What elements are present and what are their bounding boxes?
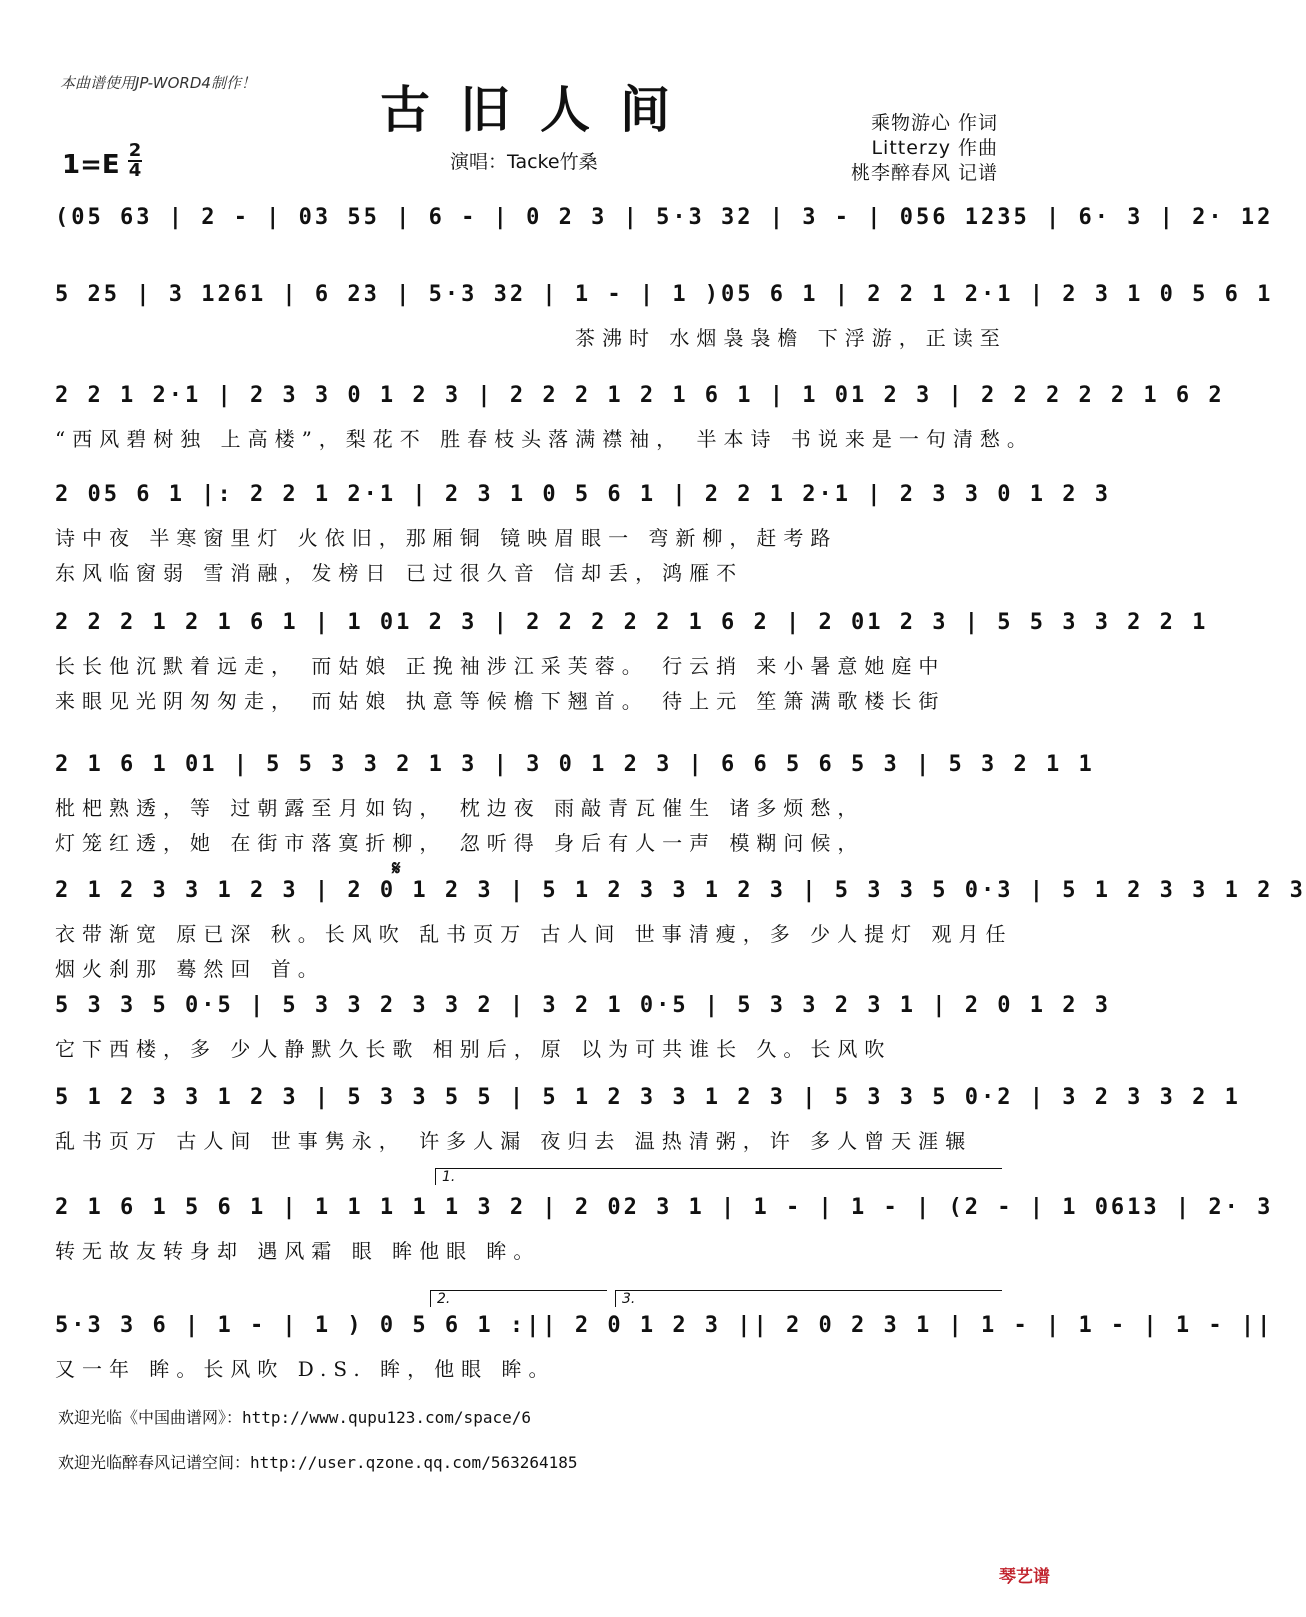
- lyric-line: 衣带渐宽 原已深 秋。长风吹 乱书页万 古人间 世事清瘦，多 少人提灯 观月任: [55, 922, 1013, 946]
- footer-link-2[interactable]: 欢迎光临醉春风记谱空间：http://user.qzone.qq.com/563264185: [58, 1453, 578, 1472]
- score-row: [55, 1313, 1274, 1381]
- lyric-line: 来眼见光阴匆匆走， 而姑娘 执意等候檐下翘首。 待上元 笙箫满歌楼长街: [55, 689, 946, 713]
- volta-3: [615, 1290, 1002, 1307]
- notation-line: 2 2 2 1 2 1 6 1 | 1 01 2 3 | 2 2 2 2 2 1 6 2 | 2 01 2 3 | 5 5 3 3 2 2 1: [55, 610, 1209, 635]
- arranger-credit: 桃李醉春风 记谱: [850, 162, 998, 184]
- lyric-line: 东风临窗弱 雪消融，发榜日 已过很久音 信却丢，鸿雁不: [55, 561, 744, 585]
- score-row: [55, 383, 1225, 451]
- score-row: [55, 1085, 1241, 1153]
- composer-credit: Litterzy 作曲: [871, 137, 998, 159]
- lyric-line: 又一年 眸。长风吹 D.S. 眸，他眼 眸。: [55, 1357, 556, 1381]
- score-row: [55, 752, 1095, 855]
- lyric-line: 长长他沉默着远走， 而姑娘 正挽袖涉江采芙蓉。 行云捎 来小暑意她庭中: [55, 654, 946, 678]
- lyric-line: 灯笼红透，她 在街市落寞折柳， 忽听得 身后有人一声 模糊问候，: [55, 831, 865, 855]
- lyric-line: 它下西楼，多 少人静默久长歌 相别后，原 以为可共谁长 久。长风吹: [55, 1037, 892, 1061]
- volta-2: [430, 1290, 607, 1307]
- notation-line: 5 1 2 3 3 1 2 3 | 5 3 3 5 5 | 5 1 2 3 3 1 2 3 | 5 3 3 5 0·2 | 3 2 3 3 2 1: [55, 1085, 1241, 1110]
- notation-line: 2 1 2 3 3 1 2 3 | 2 0 1 2 3 | 5 1 2 3 3 1 2 3 | 5 3 3 5 0·3 | 5 1 2 3 3 1 2 3: [55, 878, 1306, 903]
- lyric-line: 乱书页万 古人间 世事隽永， 许多人漏 夜归去 温热清粥，许 多人曾天涯辗: [55, 1129, 973, 1153]
- volta-1-label: 1.: [442, 1169, 456, 1185]
- footer-link-1[interactable]: 欢迎光临《中国曲谱网》：http://www.qupu123.com/space/6: [58, 1408, 531, 1427]
- watermark-logo: 琴艺谱: [999, 1567, 1050, 1587]
- page-title: 古旧人间: [380, 80, 700, 139]
- notation-line: 2 1 6 1 5 6 1 | 1 1 1 1 1 3 2 | 2 02 3 1 | 1 - | 1 - | (2 - | 1 0613 | 2· 3: [55, 1195, 1274, 1220]
- software-note: 本曲谱使用JP-WORD4制作！: [60, 74, 256, 92]
- notation-line: 2 2 1 2·1 | 2 3 3 0 1 2 3 | 2 2 2 1 2 1 6 1 | 1 01 2 3 | 2 2 2 2 2 1 6 2: [55, 383, 1225, 408]
- time-bottom: 4: [128, 160, 142, 181]
- segno-sign: 𝄋: [392, 856, 401, 880]
- lyricist-credit: 乘物游心 作词: [870, 112, 998, 134]
- lyric-line: 转无故友转身却 遇风霜 眼 眸他眼 眸。: [55, 1239, 541, 1263]
- notation-line: 5 3 3 5 0·5 | 5 3 3 2 3 3 2 | 3 2 1 0·5 | 5 3 3 2 3 1 | 2 0 1 2 3: [55, 993, 1111, 1018]
- score-row: [55, 482, 1111, 585]
- key-signature: 1=E: [62, 150, 120, 180]
- notation-line: 5 25 | 3 1261 | 6 23 | 5·3 32 | 1 - | 1 )05 6 1 | 2 2 1 2·1 | 2 3 1 0 5 6 1: [55, 282, 1274, 307]
- score-row: [55, 878, 1306, 981]
- score-row: [55, 205, 1274, 235]
- score-row: [55, 1195, 1274, 1263]
- score-row: [55, 282, 1274, 350]
- time-top: 2: [128, 140, 142, 161]
- lyric-line: “西风碧树独 上高楼”，梨花不 胜春枝头落满襟袖， 半本诗 书说来是一句清愁。: [55, 427, 1034, 451]
- lyric-line: 诗中夜 半寒窗里灯 火依旧，那厢铜 镜映眉眼一 弯新柳，赶考路: [55, 526, 838, 550]
- notation-line: 2 1 6 1 01 | 5 5 3 3 2 1 3 | 3 0 1 2 3 | 6 6 5 6 5 3 | 5 3 2 1 1: [55, 752, 1095, 777]
- lyric-line: 茶沸时 水烟袅袅檐 下浮游，正读至: [575, 326, 1007, 350]
- notation-line: (05 63 | 2 - | 03 55 | 6 - | 0 2 3 | 5·3 32 | 3 - | 056 1235 | 6· 3 | 2· 12: [55, 205, 1274, 230]
- lyric-line: 枇杷熟透，等 过朝露至月如钩， 枕边夜 雨敲青瓦催生 诸多烦愁，: [55, 796, 865, 820]
- lyric-line: 烟火刹那 蓦然回 首。: [55, 957, 325, 981]
- notation-line: 5·3 3 6 | 1 - | 1 ) 0 5 6 1 :|| 2 0 1 2 3 || 2 0 2 3 1 | 1 - | 1 - | 1 - ||: [55, 1313, 1274, 1338]
- score-row: [55, 610, 1209, 713]
- singer-credit: 演唱：Tacke竹桑: [450, 151, 598, 173]
- volta-1: [435, 1168, 1002, 1185]
- score-row: [55, 993, 1111, 1061]
- notation-line: 2 05 6 1 |: 2 2 1 2·1 | 2 3 1 0 5 6 1 | 2 2 1 2·1 | 2 3 3 0 1 2 3: [55, 482, 1111, 507]
- time-signature: [128, 142, 142, 180]
- volta-3-label: 3.: [622, 1291, 636, 1307]
- volta-2-label: 2.: [437, 1291, 451, 1307]
